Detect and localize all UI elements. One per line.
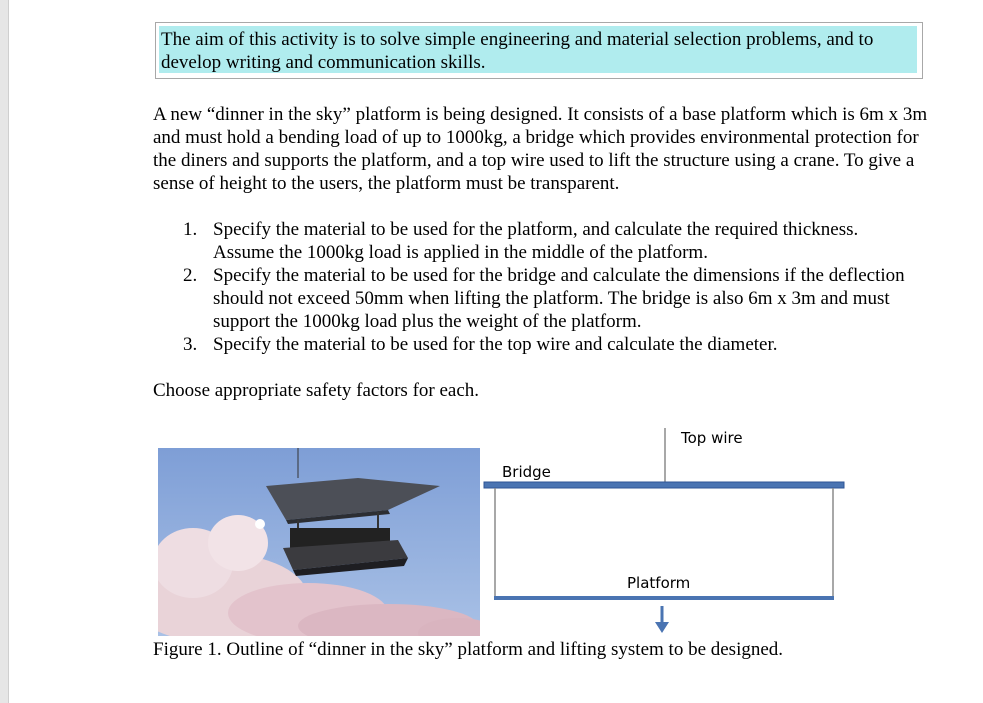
task-number: 1. bbox=[183, 219, 198, 240]
task-number: 2. bbox=[183, 265, 198, 286]
safety-paragraph: Choose appropriate safety factors for each. bbox=[153, 380, 480, 401]
diagram-drawing bbox=[480, 420, 860, 640]
platform-bar bbox=[494, 596, 834, 600]
aim-text: The aim of this activity is to solve simple engineering and material selection problems, and to develop writing and communication skills. bbox=[159, 26, 917, 73]
top-wire-label: Top wire bbox=[681, 429, 743, 447]
document-left-margin bbox=[0, 0, 9, 703]
bridge-label: Bridge bbox=[502, 463, 551, 481]
task-number: 3. bbox=[183, 334, 198, 355]
task-item-3 bbox=[153, 333, 913, 356]
task-list bbox=[153, 218, 913, 356]
dinner-in-sky-photo bbox=[158, 448, 480, 636]
task-item-2 bbox=[153, 264, 913, 333]
task-text: Specify the material to be used for the top wire and calculate the diameter. bbox=[213, 334, 778, 355]
intro-paragraph: A new “dinner in the sky” platform is being designed. It consists of a base platform which is 6m x 3m and must hold a bending load of up to 1000kg, a bridge which provides environmental protection for the diners and supports the platform, and a top wire used to lift the structure using a crane. To give a sense of height to the users, the platform must be transparent. bbox=[153, 104, 928, 194]
task-item-1 bbox=[153, 218, 913, 264]
platform-label: Platform bbox=[627, 574, 691, 592]
task-text: Specify the material to be used for the bridge and calculate the dimensions if the deflection should not exceed 50mm when lifting the platform. The bridge is also 6m x 3m and must support the 1000kg load plus the weight of the platform. bbox=[213, 265, 905, 332]
figure-caption: Figure 1. Outline of “dinner in the sky” platform and lifting system to be designed. bbox=[153, 639, 784, 660]
task-text: Specify the material to be used for the platform, and calculate the required thickness. Assume the 1000kg load is applied in the middle of the platform. bbox=[213, 219, 859, 263]
load-arrow-head bbox=[655, 622, 669, 633]
lifting-system-diagram bbox=[480, 420, 860, 640]
aim-text-box bbox=[155, 22, 923, 79]
bridge-bar bbox=[484, 482, 844, 488]
